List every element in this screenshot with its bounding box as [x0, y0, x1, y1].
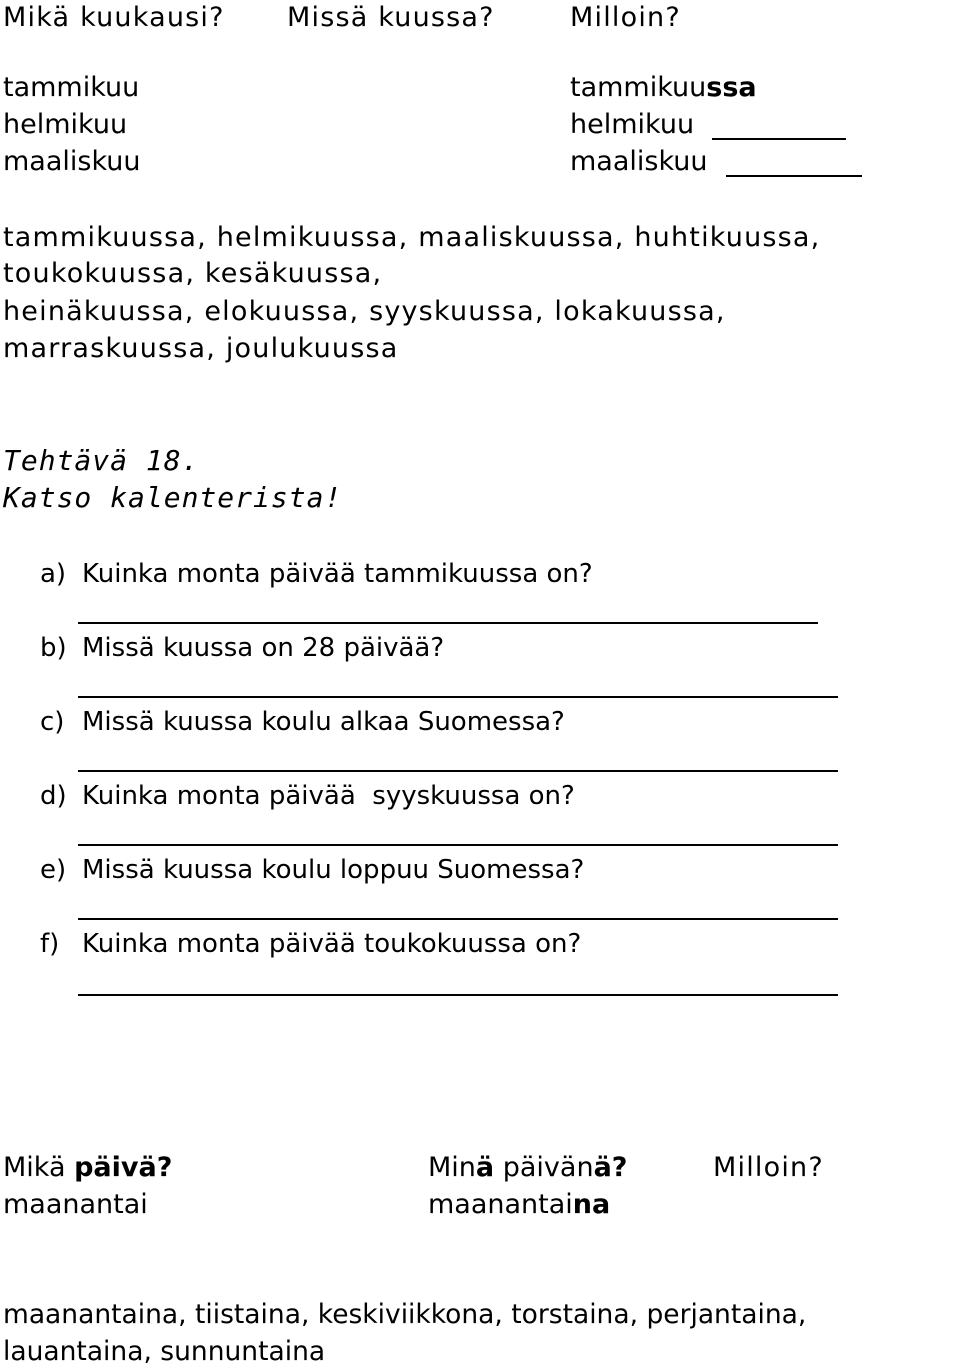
question-d-letter: d): [40, 781, 67, 811]
day-example-right: [428, 1187, 610, 1223]
question-b-letter: b): [40, 633, 67, 663]
days-header-which-day: [3, 1150, 172, 1186]
question-f: [40, 927, 581, 961]
month-left-3: maaliskuu: [3, 146, 141, 177]
month-left-1: tammikuu: [3, 72, 140, 103]
month-right-1-ending: ssa: [706, 72, 757, 103]
month-right-1: [570, 70, 757, 106]
inessive-line-3: heinäkuussa, elokuussa, syyskuussa, lokakuussa,: [3, 296, 726, 327]
month-right-2: helmikuu: [570, 109, 695, 140]
days-header-on-which-day-mid: ä: [475, 1152, 495, 1183]
inessive-line-4: marraskuussa, joulukuussa: [3, 333, 399, 364]
month-right-2-blank[interactable]: [712, 138, 846, 140]
days-list-line-1: maanantaina, tiistaina, keskiviikkona, torstaina, perjantaina,: [3, 1299, 807, 1330]
question-d: [40, 779, 575, 813]
question-f-letter: f): [40, 929, 60, 959]
question-e: [40, 853, 584, 887]
header-question-month: Mikä kuukausi?: [3, 2, 225, 33]
header-question-when: Milloin?: [570, 2, 681, 33]
answer-line-d[interactable]: [78, 844, 838, 846]
days-header-which-day-word: päivä?: [74, 1152, 173, 1183]
question-a-text: Kuinka monta päivää tammikuussa on?: [82, 559, 593, 589]
answer-line-f[interactable]: [78, 994, 838, 996]
question-a: [40, 557, 593, 591]
month-left-2: helmikuu: [3, 109, 128, 140]
month-right-1-stem: tammikuu: [570, 72, 707, 103]
answer-line-e[interactable]: [78, 918, 838, 920]
day-example-left: maanantai: [3, 1189, 148, 1220]
question-f-text: Kuinka monta päivää toukokuussa on?: [82, 929, 582, 959]
question-e-text: Missä kuussa koulu loppuu Suomessa?: [82, 855, 585, 885]
days-header-on-which-day-pre: Min: [428, 1152, 476, 1183]
inessive-line-2: toukokuussa, kesäkuussa,: [3, 258, 383, 289]
days-header-on-which-day-post: päivän: [494, 1152, 594, 1183]
month-right-3-blank[interactable]: [726, 175, 862, 177]
days-header-when: Milloin?: [713, 1152, 824, 1183]
answer-line-c[interactable]: [78, 770, 838, 772]
header-question-in-which-month: Missä kuussa?: [287, 2, 495, 33]
task-instruction: Katso kalenterista!: [3, 481, 343, 514]
task-title: Tehtävä 18.: [3, 444, 200, 477]
days-header-which-day-pre: Mikä: [3, 1152, 75, 1183]
question-a-letter: a): [40, 559, 67, 589]
days-list-line-2: lauantaina, sunnuntaina: [3, 1336, 326, 1367]
inessive-line-1: tammikuussa, helmikuussa, maaliskuussa, huhtikuussa,: [3, 222, 821, 253]
answer-line-b[interactable]: [78, 696, 838, 698]
day-example-right-ending: na: [572, 1189, 611, 1220]
day-example-right-stem: maanantai: [428, 1189, 573, 1220]
question-c-text: Missä kuussa koulu alkaa Suomessa?: [82, 707, 565, 737]
question-b-text: Missä kuussa on 28 päivää?: [82, 633, 445, 663]
question-c-letter: c): [40, 707, 65, 737]
days-header-on-which-day-end: ä?: [593, 1152, 628, 1183]
question-b: [40, 631, 444, 665]
month-right-3: maaliskuu: [570, 146, 708, 177]
answer-line-a[interactable]: [78, 622, 818, 624]
question-d-text: Kuinka monta päivää syyskuussa on?: [82, 781, 575, 811]
days-header-on-which-day: [428, 1150, 627, 1186]
question-c: [40, 705, 565, 739]
question-e-letter: e): [40, 855, 67, 885]
